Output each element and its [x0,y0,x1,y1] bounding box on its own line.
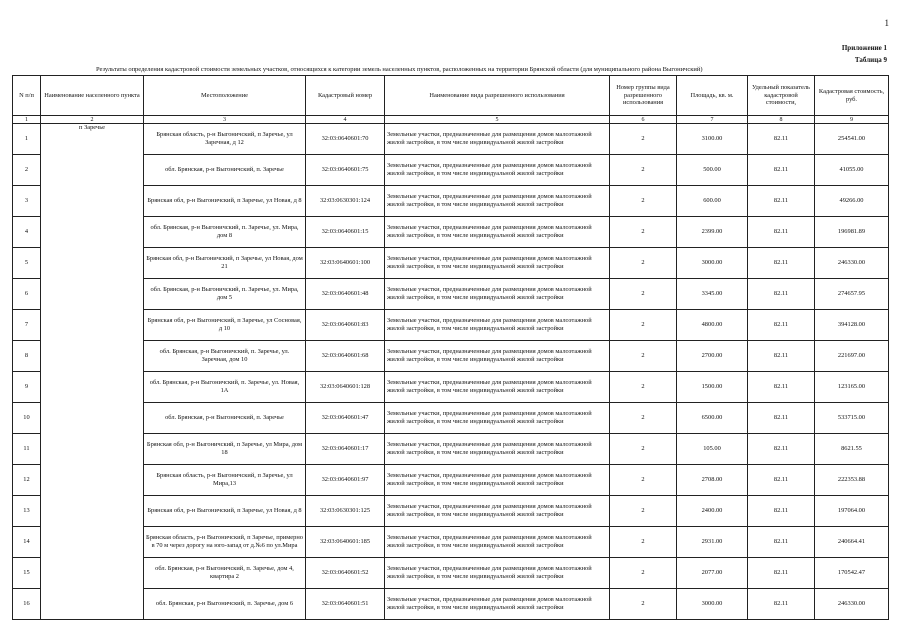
area-cell: 2077.00 [677,558,748,589]
table-row [13,558,889,589]
area-cell: 3000.00 [677,248,748,279]
cadastral-number-cell: 32:03:0640601:47 [306,403,385,434]
area-cell: 1500.00 [677,372,748,403]
cadastral-value-cell: 221697.00 [815,341,889,372]
location-cell: Брянская обл, р-н Выгоничский, п Заречье, ул Сосновая, д 10 [144,310,306,341]
location-cell: обл. Брянская, р-н Выгоничский, п. Заречье, ул. Мира, дом 5 [144,279,306,310]
group-number-cell: 2 [610,465,677,496]
specific-rate-cell: 82.11 [748,465,815,496]
group-number-cell: 2 [610,341,677,372]
location-cell: Брянская обл, р-н Выгоничский, п Заречье, ул Новая, дом 21 [144,248,306,279]
cadastral-value-cell: 197064.00 [815,496,889,527]
group-number-cell: 2 [610,589,677,620]
column-number: 8 [748,116,815,124]
area-cell: 2700.00 [677,341,748,372]
settlement-cell: п Заречье [41,124,144,620]
cadastral-number-cell: 32:03:0640601:83 [306,310,385,341]
area-cell: 500.00 [677,155,748,186]
cadastral-number-cell: 32:03:0640601:75 [306,155,385,186]
group-number-cell: 2 [610,279,677,310]
specific-rate-cell: 82.11 [748,279,815,310]
group-number-cell: 2 [610,434,677,465]
specific-rate-cell: 82.11 [748,155,815,186]
group-number-cell: 2 [610,558,677,589]
specific-rate-cell: 82.11 [748,558,815,589]
appendix-label: Приложение 1 [841,44,887,52]
column-number: 6 [610,116,677,124]
location-cell: Брянская область, р-н Выгоничский, п Заречье, примерно в 70 м через дорогу на юго-запад от д.№6 по ул.Мира [144,527,306,558]
cadastral-value-cell: 196981.89 [815,217,889,248]
cadastral-number-cell: 32:03:0640601:51 [306,589,385,620]
cadastral-number-cell: 32:03:0640601:100 [306,248,385,279]
cadastral-value-cell: 246330.00 [815,589,889,620]
use-type-cell: Земельные участки, предназначенные для размещения домов малоэтажной жилой застройки, в том числе индивидуальной жилой застройки [385,279,610,310]
col-header-num: N п/п [13,76,41,116]
table-row [13,403,889,434]
col-header-specific-rate: Удельный показатель кадастровой стоимости, [748,76,815,116]
header-row [13,76,889,116]
area-cell: 2400.00 [677,496,748,527]
row-number: 6 [13,279,41,310]
cadastral-number-cell: 32:03:0630301:124 [306,186,385,217]
col-header-area: Площадь, кв. м. [677,76,748,116]
group-number-cell: 2 [610,372,677,403]
table-row [13,217,889,248]
group-number-cell: 2 [610,248,677,279]
table-row [13,124,889,155]
specific-rate-cell: 82.11 [748,124,815,155]
group-number-cell: 2 [610,124,677,155]
col-header-group-number: Номер группы вида разрешенного использования [610,76,677,116]
cadastral-number-cell: 32:03:0640601:52 [306,558,385,589]
use-type-cell: Земельные участки, предназначенные для размещения домов малоэтажной жилой застройки, в том числе индивидуальной жилой застройки [385,558,610,589]
specific-rate-cell: 82.11 [748,310,815,341]
use-type-cell: Земельные участки, предназначенные для размещения домов малоэтажной жилой застройки, в том числе индивидуальной жилой застройки [385,527,610,558]
column-number: 2 [41,116,144,124]
use-type-cell: Земельные участки, предназначенные для размещения домов малоэтажной жилой застройки, в том числе индивидуальной жилой застройки [385,124,610,155]
area-cell: 105.00 [677,434,748,465]
table-row [13,434,889,465]
location-cell: Брянская обл, р-н Выгоничский, п Заречье, ул Мира, дом 18 [144,434,306,465]
cadastral-value-cell: 222353.88 [815,465,889,496]
area-cell: 6500.00 [677,403,748,434]
cadastral-value-cell: 240664.41 [815,527,889,558]
use-type-cell: Земельные участки, предназначенные для размещения домов малоэтажной жилой застройки, в том числе индивидуальной жилой застройки [385,155,610,186]
row-number: 15 [13,558,41,589]
cadastral-number-cell: 32:03:0640601:185 [306,527,385,558]
group-number-cell: 2 [610,155,677,186]
area-cell: 2399.00 [677,217,748,248]
cadastral-value-cell: 274657.95 [815,279,889,310]
use-type-cell: Земельные участки, предназначенные для размещения домов малоэтажной жилой застройки, в том числе индивидуальной жилой застройки [385,589,610,620]
col-header-use-type: Наименование вида разрешенного использования [385,76,610,116]
location-cell: обл. Брянская, р-н Выгоничский, п. Заречье, дом 6 [144,589,306,620]
use-type-cell: Земельные участки, предназначенные для размещения домов малоэтажной жилой застройки, в том числе индивидуальной жилой застройки [385,217,610,248]
specific-rate-cell: 82.11 [748,341,815,372]
cadastral-number-cell: 32:03:0640601:48 [306,279,385,310]
group-number-cell: 2 [610,186,677,217]
cadastral-value-cell: 246330.00 [815,248,889,279]
document-title: Результаты определения кадастровой стоимости земельных участков, относящихся к категории земель населенных пунктов, расположенных на территории Брянской области (для муниципального района Выгоничский) [96,66,703,73]
column-number: 3 [144,116,306,124]
group-number-cell: 2 [610,496,677,527]
row-number: 1 [13,124,41,155]
location-cell: обл. Брянская, р-н Выгоничский, п. Заречье, ул. Новая, 1А [144,372,306,403]
col-header-settlement: Наименование населенного пункта [41,76,144,116]
column-number-row [13,116,889,124]
specific-rate-cell: 82.11 [748,496,815,527]
location-cell: обл. Брянская, р-н Выгоничский, п. Заречье [144,155,306,186]
group-number-cell: 2 [610,217,677,248]
column-number: 4 [306,116,385,124]
location-cell: обл. Брянская, р-н Выгоничский, п. Заречье [144,403,306,434]
col-header-location: Местоположение [144,76,306,116]
area-cell: 600.00 [677,186,748,217]
area-cell: 3100.00 [677,124,748,155]
area-cell: 3345.00 [677,279,748,310]
use-type-cell: Земельные участки, предназначенные для размещения домов малоэтажной жилой застройки, в том числе индивидуальной жилой застройки [385,403,610,434]
cadastral-value-cell: 8621.55 [815,434,889,465]
specific-rate-cell: 82.11 [748,434,815,465]
location-cell: Брянская область, р-н Выгоничский, п Заречье, ул Мира,13 [144,465,306,496]
use-type-cell: Земельные участки, предназначенные для размещения домов малоэтажной жилой застройки, в том числе индивидуальной жилой застройки [385,434,610,465]
table-row [13,155,889,186]
use-type-cell: Земельные участки, предназначенные для размещения домов малоэтажной жилой застройки, в том числе индивидуальной жилой застройки [385,465,610,496]
table-label: Таблица 9 [854,56,887,64]
cadastral-number-cell: 32:03:0630301:125 [306,496,385,527]
cadastral-number-cell: 32:03:0640601:97 [306,465,385,496]
row-number: 2 [13,155,41,186]
col-header-cadastral-value: Кадастровая стоимость, руб. [815,76,889,116]
specific-rate-cell: 82.11 [748,372,815,403]
area-cell: 3000.00 [677,589,748,620]
cadastral-value-cell: 170542.47 [815,558,889,589]
cadastral-number-cell: 32:03:0640601:17 [306,434,385,465]
row-number: 3 [13,186,41,217]
cadastral-table [12,75,889,620]
row-number: 12 [13,465,41,496]
cadastral-number-cell: 32:03:0640601:15 [306,217,385,248]
cadastral-value-cell: 533715.00 [815,403,889,434]
location-cell: обл. Брянская, р-н Выгоничский, п. Заречье, ул. Заречная, дом 10 [144,341,306,372]
table-row [13,465,889,496]
use-type-cell: Земельные участки, предназначенные для размещения домов малоэтажной жилой застройки, в том числе индивидуальной жилой застройки [385,341,610,372]
cadastral-number-cell: 32:03:0640601:128 [306,372,385,403]
group-number-cell: 2 [610,527,677,558]
table-row [13,589,889,620]
table-row [13,372,889,403]
specific-rate-cell: 82.11 [748,248,815,279]
row-number: 10 [13,403,41,434]
row-number: 5 [13,248,41,279]
location-cell: Брянская область, р-н Выгоничский, п Заречье, ул Заречная, д 12 [144,124,306,155]
column-number: 9 [815,116,889,124]
use-type-cell: Земельные участки, предназначенные для размещения домов малоэтажной жилой застройки, в том числе индивидуальной жилой застройки [385,372,610,403]
cadastral-value-cell: 123165.00 [815,372,889,403]
area-cell: 2931.00 [677,527,748,558]
table-row [13,279,889,310]
table-row [13,496,889,527]
column-number: 5 [385,116,610,124]
specific-rate-cell: 82.11 [748,589,815,620]
group-number-cell: 2 [610,310,677,341]
location-cell: обл. Брянская, р-н Выгоничский, п. Заречье, ул. Мира, дом 8 [144,217,306,248]
specific-rate-cell: 82.11 [748,217,815,248]
row-number: 11 [13,434,41,465]
row-number: 9 [13,372,41,403]
area-cell: 4800.00 [677,310,748,341]
column-number: 7 [677,116,748,124]
specific-rate-cell: 82.11 [748,527,815,558]
cadastral-value-cell: 254541.00 [815,124,889,155]
use-type-cell: Земельные участки, предназначенные для размещения домов малоэтажной жилой застройки, в том числе индивидуальной жилой застройки [385,186,610,217]
table-body [13,124,889,620]
specific-rate-cell: 82.11 [748,186,815,217]
use-type-cell: Земельные участки, предназначенные для размещения домов малоэтажной жилой застройки, в том числе индивидуальной жилой застройки [385,496,610,527]
cadastral-value-cell: 41055.00 [815,155,889,186]
page-number: 1 [884,18,889,28]
location-cell: Брянская обл, р-н Выгоничский, п Заречье, ул Новая, д 8 [144,496,306,527]
table-row [13,527,889,558]
cadastral-number-cell: 32:03:0640601:68 [306,341,385,372]
row-number: 7 [13,310,41,341]
row-number: 13 [13,496,41,527]
area-cell: 2708.00 [677,465,748,496]
cadastral-number-cell: 32:03:0640601:70 [306,124,385,155]
row-number: 4 [13,217,41,248]
table-row [13,248,889,279]
column-number: 1 [13,116,41,124]
row-number: 14 [13,527,41,558]
row-number: 8 [13,341,41,372]
col-header-cadastral-number: Кадастровый номер [306,76,385,116]
cadastral-value-cell: 394128.00 [815,310,889,341]
table-row [13,186,889,217]
specific-rate-cell: 82.11 [748,403,815,434]
use-type-cell: Земельные участки, предназначенные для размещения домов малоэтажной жилой застройки, в том числе индивидуальной жилой застройки [385,310,610,341]
location-cell: Брянская обл, р-н Выгоничский, п Заречье, ул Новая, д 8 [144,186,306,217]
use-type-cell: Земельные участки, предназначенные для размещения домов малоэтажной жилой застройки, в том числе индивидуальной жилой застройки [385,248,610,279]
group-number-cell: 2 [610,403,677,434]
location-cell: обл. Брянская, р-н Выгоничский, п. Заречье, дом 4, квартира 2 [144,558,306,589]
table-row [13,341,889,372]
row-number: 16 [13,589,41,620]
table-row [13,310,889,341]
cadastral-value-cell: 49266.00 [815,186,889,217]
